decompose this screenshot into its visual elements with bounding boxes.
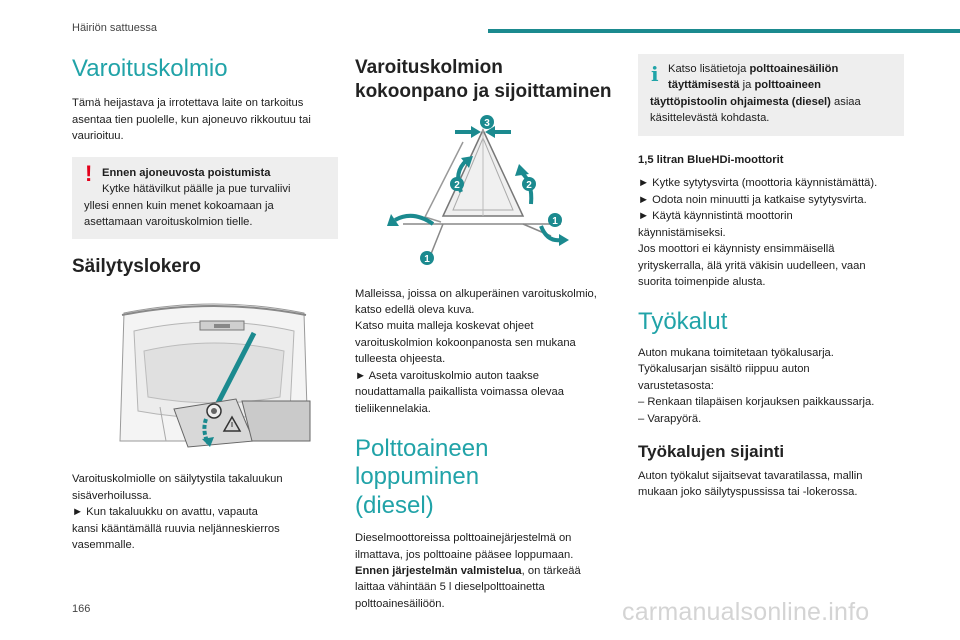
tools-line: Työkalusarjan sisältö riippuu auton [638,363,810,376]
heading-fuel-line: Polttoaineen loppuminen [355,435,489,491]
storage-line: Varoituskolmiolle on säilytystila takaluukun [72,473,283,486]
info-mid: ja [739,79,755,92]
figure-label-3: 3 [484,117,490,129]
storage-line: sisäverhoilussa. [72,489,152,502]
intro-line: Tämä heijastava ja irrotettava laite on tarkoitus [72,97,304,110]
info-pre: Katso lisätietoja [668,63,750,75]
step-line: Jos moottori ei käynnisty ensimmäisellä [638,243,835,256]
column-diesel-tools [638,52,904,501]
heading-assembly-line: kokoonpano ja sijoittaminen [355,80,612,102]
assembly-line: tieliikennelakia. [355,402,431,415]
page-number: 166 [72,603,91,615]
info-line [650,77,894,93]
engine-steps [638,175,904,290]
heading-fuel-line: (diesel) [355,491,434,519]
assembly-line: tulleesta ohjeesta. [355,353,446,366]
fuel-line [355,563,617,579]
figure-label-1: 1 [424,253,430,265]
heading-storage: Säilytyslokero [72,256,201,278]
engine-title: 1,5 litran BlueHDi-moottorit [638,153,784,166]
storage-line: ► Kun takaluukku on avattu, vapauta [72,506,258,519]
heading-fuel-outage [355,435,617,520]
header-accent-bar [488,29,960,33]
tools-line: – Varapyörä. [638,412,702,425]
info-line [650,94,894,110]
tools-line: varustetasosta: [638,379,714,392]
assembly-line: katso edellä oleva kuva. [355,303,475,316]
exclamation-icon: ! [85,160,93,186]
assembly-text [355,286,617,418]
warning-line: yllesi ennen kuin menet kokoamaan ja [84,199,274,212]
fuel-line: Dieselmoottoreissa polttoainejärjestelmä on [355,532,572,545]
step-line: ► Käytä käynnistintä moottorin [638,210,793,223]
info-bold: polttoaineen [754,79,821,92]
warning-box [72,157,338,240]
storage-compartment-illustration [114,291,314,451]
figure-label-2: 2 [526,179,532,191]
figure-label-1: 1 [552,215,558,227]
tools-text [638,345,904,427]
assembly-line: Katso muita malleja koskevat ohjeet [355,320,534,333]
column-triangle-assembly [355,52,617,612]
heading-warning-triangle: Varoituskolmio [72,55,228,82]
figure-label-2: 2 [454,179,460,191]
location-text [638,468,904,501]
fuel-line: ilmattava, jos polttoaine pääsee loppumaan. [355,548,574,561]
info-bold: täyttämisestä [668,79,740,92]
assembly-line: noudattamalla paikallista voimassa olevaa [355,386,564,399]
heading-tool-location: Työkalujen sijainti [638,442,785,462]
location-line: mukaan joko säilytyspussissa tai -lokerossa. [638,486,858,499]
warning-line: Kytke hätävilkut päälle ja pue turvaliivi [102,183,291,196]
fuel-bold-text: Ennen järjestelmän valmistelua [355,564,522,577]
storage-text [72,471,338,553]
fuel-line: laittaa vähintään 5 l dieselpolttoainetta [355,581,545,594]
step-line: ► Kytke sytytysvirta (moottoria käynnistämättä). [638,177,878,190]
storage-line: kansi kääntämällä ruuvia neljänneskierros [72,522,280,535]
column-warning-triangle [72,52,338,554]
assembly-line: varoituskolmion kokoonpanosta sen mukana [355,336,576,349]
location-line: Auton työkalut sijaitsevat tavaratilassa, mallin [638,470,863,483]
assembly-line: ► Aseta varoituskolmio auton taakse [355,369,539,382]
storage-line: vasemmalle. [72,539,135,552]
fuel-line: polttoainesäiliöön. [355,597,445,610]
info-bold: täyttöpistoolin ohjaimesta (diesel) [650,95,831,108]
triangle-assembly-illustration [383,112,583,272]
heading-tools: Työkalut [638,308,728,336]
intro-text [72,95,338,144]
info-line: käsittelevästä kohdasta. [650,112,770,125]
step-line: käynnistämiseksi. [638,226,726,239]
info-box [638,54,904,136]
heading-assembly-line: Varoituskolmion [355,57,503,78]
info-post: asiaa [830,95,861,108]
tools-line: – Renkaan tilapäisen korjauksen paikkaussarja. [638,396,875,409]
heading-assembly [355,56,617,104]
warning-heading: Ennen ajoneuvosta poistumista [102,166,271,179]
info-line [650,61,894,77]
section-title: Häiriön sattuessa [72,22,157,34]
step-line: yrityskerralla, älä yritä väkisin uudelleen, vaan [638,259,866,272]
info-icon: i [651,62,659,86]
fuel-after-bold: , on tärkeää [521,564,581,577]
watermark: carmanualsonline.info [622,598,870,626]
intro-line: asentaa tien puolelle, kun ajoneuvo rikkoutuu tai [72,113,311,126]
info-bold: polttoainesäiliön [749,63,839,75]
intro-line: vaurioituu. [72,130,124,143]
step-line: suorita toimenpide alusta. [638,275,766,288]
step-line: ► Odota noin minuutti ja katkaise sytytysvirta. [638,193,867,206]
warning-line: asettamaan varoituskolmion tielle. [84,216,253,229]
tools-line: Auton mukana toimitetaan työkalusarja. [638,346,834,359]
assembly-line: Malleissa, joissa on alkuperäinen varoituskolmio, [355,287,597,300]
fuel-text [355,530,617,612]
